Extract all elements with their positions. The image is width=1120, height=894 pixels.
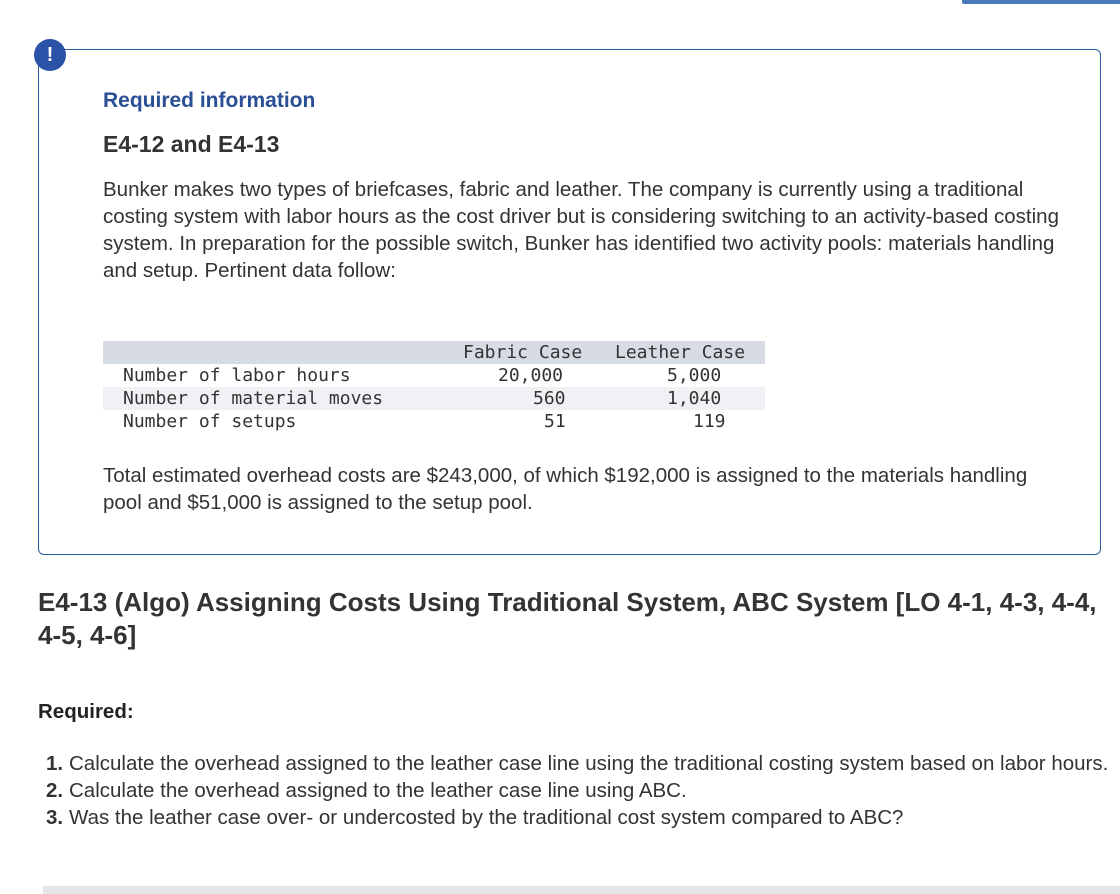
intro-paragraph: Bunker makes two types of briefcases, fabric and leather. The company is currently using a traditional costing system with labor hours as the cost driver but is considering switching to an activity-based costing system. In preparation for the possible switch, Bunker has identified two activity pools: materials handling and setup. Pertinent data follow: — [103, 178, 1059, 282]
required-label: Required: — [38, 700, 134, 723]
leather-value: 5,000 — [667, 365, 722, 386]
bottom-divider — [43, 886, 1120, 894]
fabric-value: 20,000 — [498, 365, 564, 386]
question-text: Calculate the overhead assigned to the leather case line using the traditional costing system based on labor hours. — [69, 752, 1109, 775]
required-information-heading: Required information — [103, 89, 316, 112]
list-item — [46, 804, 1120, 831]
fabric-value: 51 — [544, 411, 566, 432]
table-header-row — [103, 341, 765, 364]
list-item — [46, 750, 1120, 777]
row-label: Number of material moves — [123, 388, 384, 409]
row-label: Number of setups — [123, 411, 297, 432]
alert-icon: ! — [34, 39, 66, 71]
leather-value: 1,040 — [667, 388, 722, 409]
header-fabric-case: Fabric Case — [463, 342, 583, 363]
list-item — [46, 777, 1120, 804]
problem-title: E4-13 (Algo) Assigning Costs Using Traditional System, ABC System [LO 4-1, 4-3, 4-4, 4-5, 4-6] — [38, 587, 1097, 650]
top-progress-bar — [962, 0, 1120, 4]
question-text: Was the leather case over- or undercosted by the traditional cost system compared to ABC? — [69, 806, 904, 829]
leather-value: 119 — [693, 411, 726, 432]
table-row — [103, 410, 765, 433]
table-row — [103, 387, 765, 410]
question-text: Calculate the overhead assigned to the leather case line using ABC. — [69, 779, 687, 802]
question-number: 3. — [46, 806, 64, 829]
data-table — [103, 341, 765, 433]
header-leather-case: Leather Case — [615, 342, 746, 363]
row-label: Number of labor hours — [123, 365, 351, 386]
table-row — [103, 364, 765, 387]
fabric-value: 560 — [533, 388, 566, 409]
summary-paragraph: Total estimated overhead costs are $243,000, of which $192,000 is assigned to the materials handling pool and $51,000 is assigned to the setup pool. — [103, 464, 1028, 514]
question-list — [46, 750, 1120, 831]
question-number: 2. — [46, 779, 64, 802]
exercise-subtitle: E4-12 and E4-13 — [103, 131, 280, 157]
question-number: 1. — [46, 752, 64, 775]
